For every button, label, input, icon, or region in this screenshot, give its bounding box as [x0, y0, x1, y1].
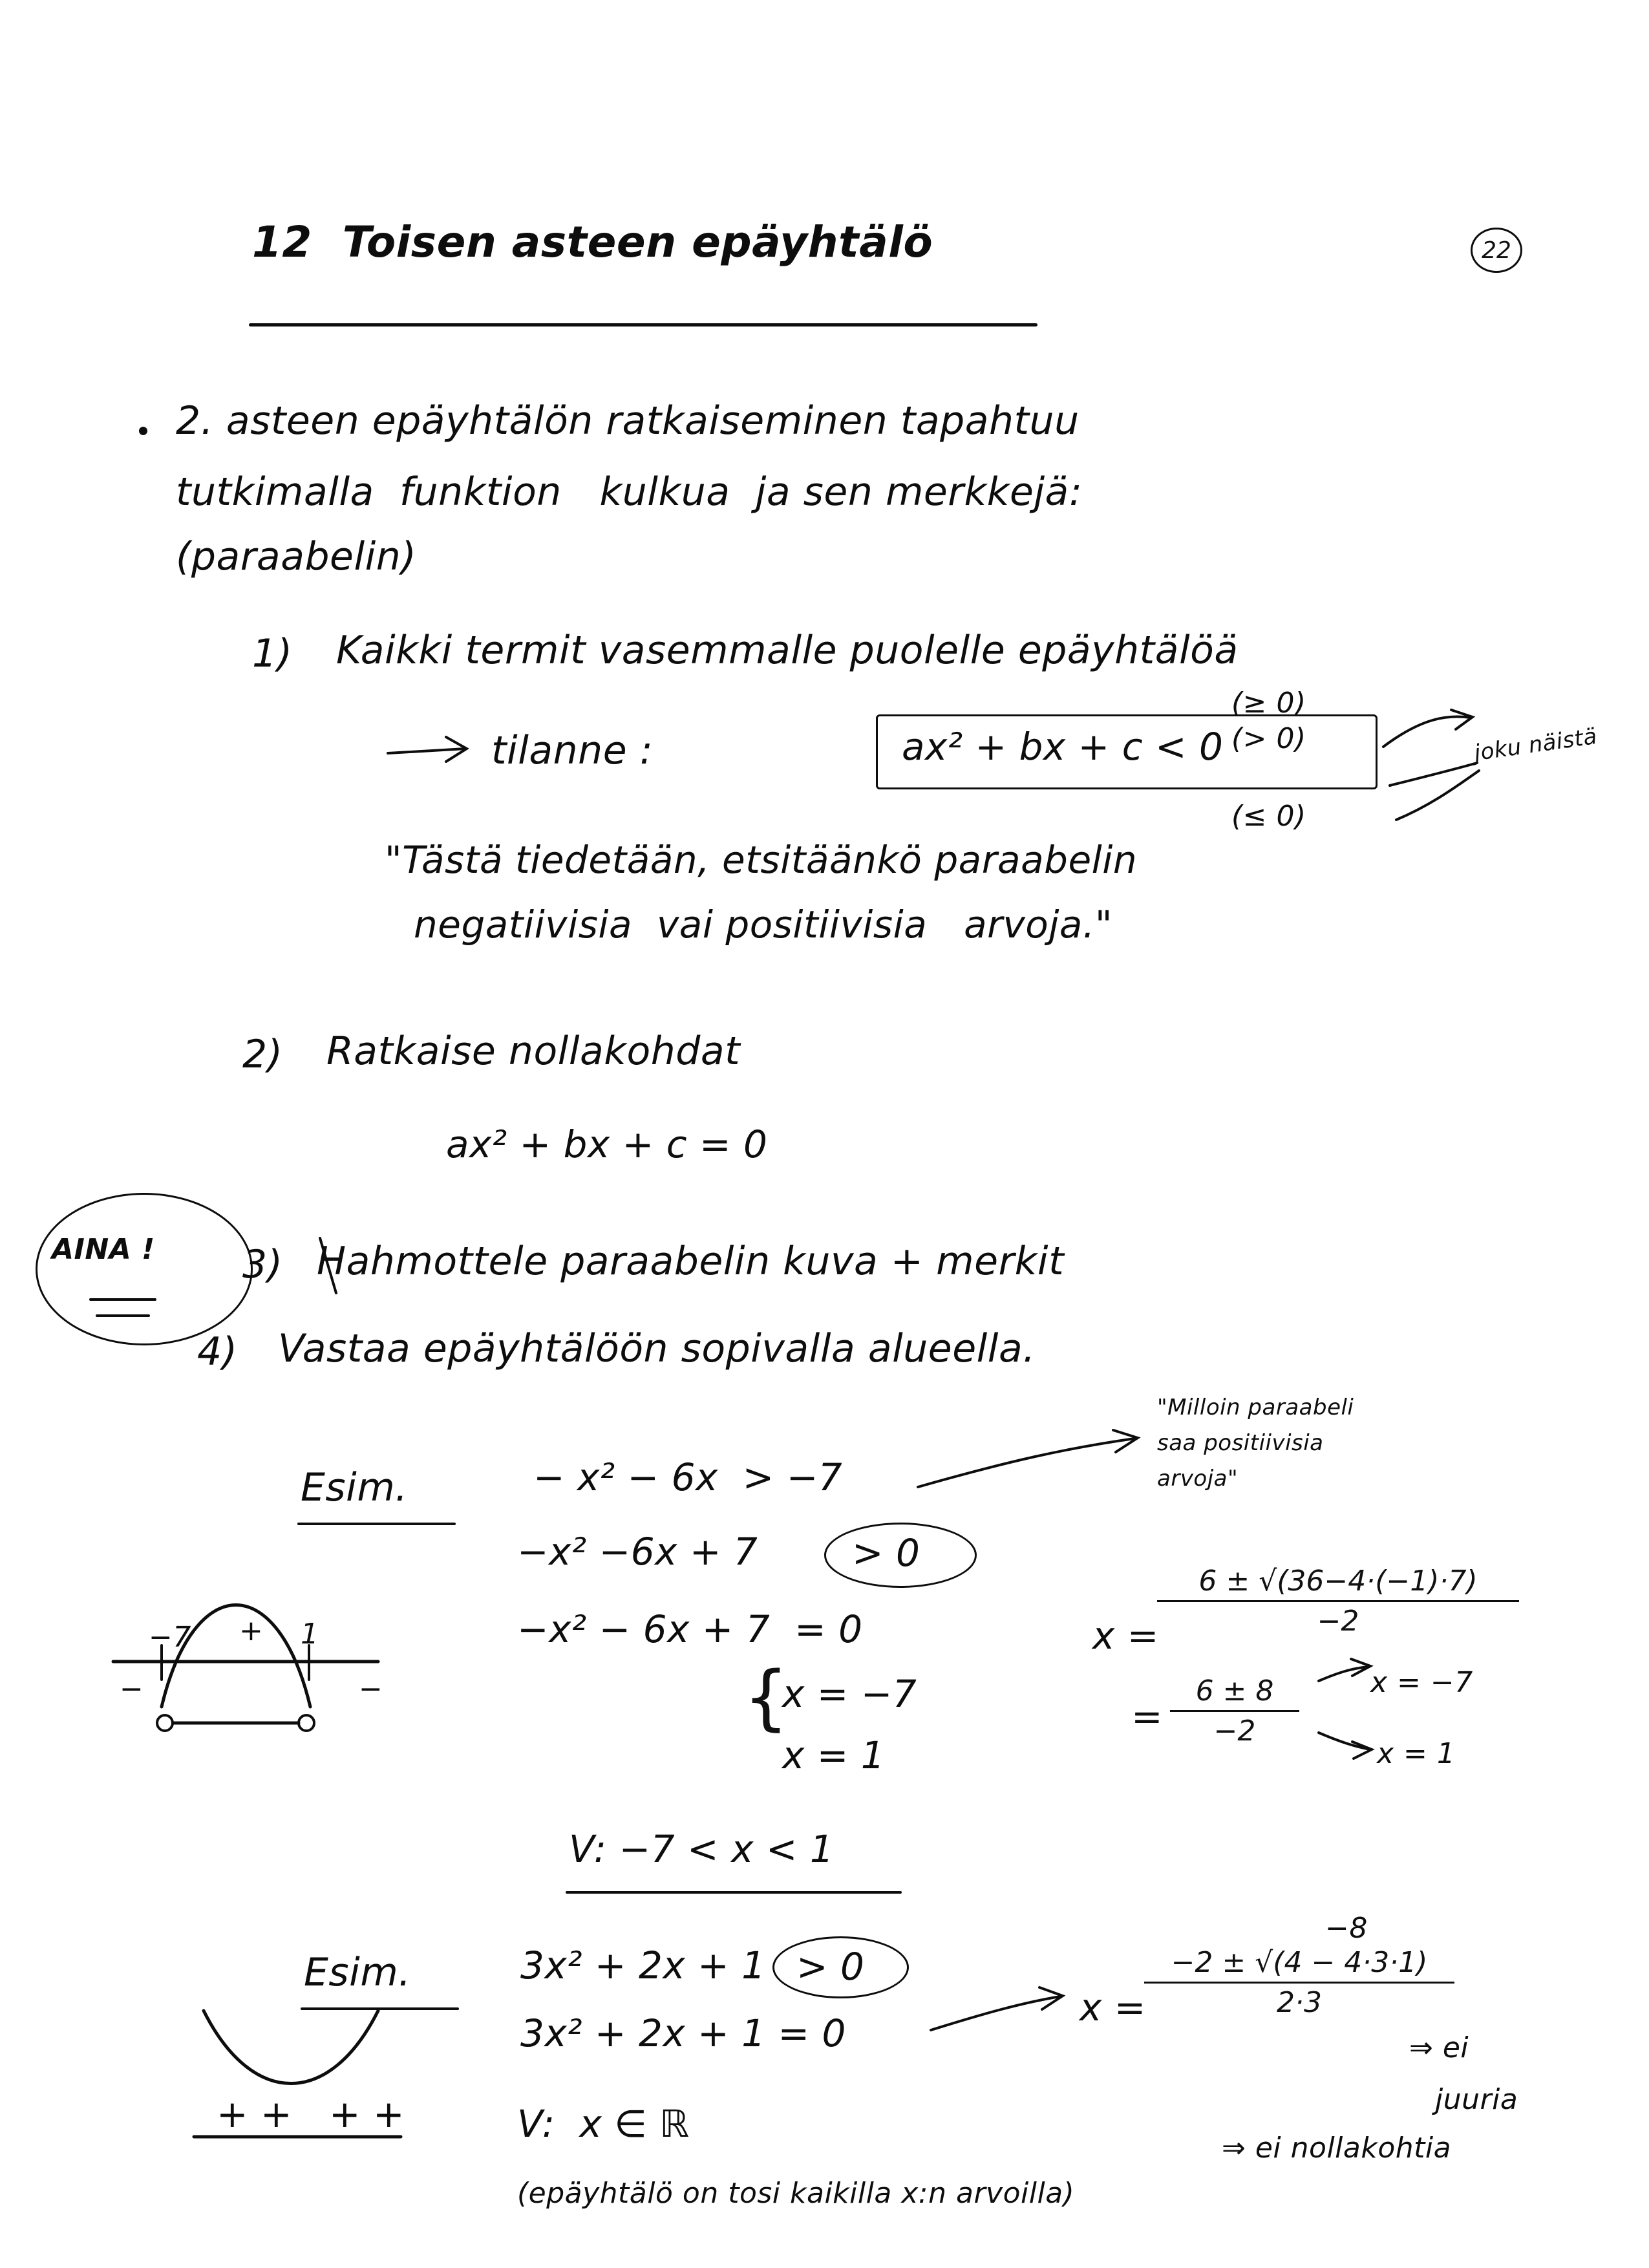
step-4-label: 4)	[197, 1329, 238, 1375]
step-3-text: Hahmottele paraabelin kuva + merkit	[317, 1239, 1065, 1284]
example-2-formula-bar	[1144, 1982, 1454, 1984]
aina-stamp-text: AINA !	[52, 1233, 155, 1266]
example1-result-arrow-1-head	[1351, 1659, 1370, 1676]
page-title: 12 Toisen asteen epäyhtälö	[252, 217, 933, 267]
example-1-formula-second-denominator: −2	[1213, 1715, 1256, 1748]
step-1-quote-line-1: "Tästä tiedetään, etsitäänkö paraabelin	[385, 838, 1138, 882]
example2-formula-arrow-head	[1039, 1987, 1063, 2009]
example-1-circled-text: > 0	[852, 1531, 920, 1575]
boxed-inequality-text: ax² + bx + c < 0	[902, 725, 1224, 769]
example-1-note-line-3: arvoja"	[1157, 1466, 1239, 1492]
example-2-conclusion-1: ⇒ ei	[1409, 2031, 1469, 2064]
inequality-variant-3: (≤ 0)	[1231, 800, 1306, 833]
example-1-line-2: −x² −6x + 7	[517, 1530, 758, 1574]
example-1-label: Esim.	[301, 1465, 408, 1510]
example-1-sketch-right-root: 1	[301, 1618, 319, 1651]
example-1-answer-underline	[566, 1891, 902, 1894]
page-number	[1471, 228, 1522, 273]
variants-side-note: joku näistä	[1473, 723, 1599, 767]
example-2-formula-numerator: −2 ± √(4 − 4·3·1)	[1171, 1946, 1428, 1979]
example-2-formula-denominator: 2·3	[1277, 1986, 1322, 2019]
example-2-sketch-signs: + + + +	[217, 2092, 405, 2136]
inequality-variant-2: (> 0)	[1231, 722, 1306, 755]
variant-arrow-1	[1383, 716, 1471, 747]
example-2-label: Esim.	[304, 1950, 411, 1995]
roots-brace-icon: {	[743, 1656, 789, 1738]
example-1-sketch-left-root: −7	[149, 1621, 191, 1654]
example-1-note-line-2: saa positiivisia	[1157, 1430, 1324, 1456]
example-1-sketch-right-sign: −	[359, 1673, 383, 1706]
step-3-label: 3)	[242, 1242, 283, 1287]
example-1-formula-fraction	[1157, 1565, 1519, 1638]
step-2-label: 2)	[242, 1032, 283, 1077]
example1-result-arrow-2-head	[1352, 1742, 1372, 1759]
example-1-formula-second-bar	[1170, 1710, 1299, 1712]
example2-formula-arrow	[931, 1996, 1060, 2030]
aina-stamp-circle	[36, 1193, 253, 1345]
example-1-formula-second-fraction	[1170, 1674, 1299, 1748]
inequality-variant-1: (≥ 0)	[1231, 687, 1306, 720]
variant-arrow-1-head	[1451, 710, 1473, 729]
intro-line-3: (paraabelin)	[176, 534, 417, 579]
example-1-result-1: x = −7	[1370, 1666, 1473, 1699]
example-1-formula-numerator: 6 ± √(36−4·(−1)·7)	[1198, 1565, 1478, 1598]
example-2-line-2: 3x² + 2x + 1 = 0	[520, 2011, 846, 2055]
step-4-text: Vastaa epäyhtälöön sopivalla alueella.	[278, 1326, 1036, 1371]
step-2-equation: ax² + bx + c = 0	[446, 1122, 768, 1166]
example-2-line-1: 3x² + 2x + 1	[520, 1943, 766, 1987]
example1-open-circle-left	[157, 1715, 173, 1731]
example-1-answer: V: −7 < x < 1	[569, 1827, 835, 1871]
variant-arrow-2	[1390, 763, 1477, 786]
example-1-root-1: x = −7	[782, 1672, 917, 1716]
example-2-conclusion-2: juuria	[1435, 2083, 1518, 2116]
example-1-formula-second-numerator: 6 ± 8	[1195, 1674, 1274, 1707]
example-1-root-2: x = 1	[782, 1733, 886, 1777]
example-2-circled-text: > 0	[796, 1945, 865, 1989]
example1-note-arrow	[918, 1439, 1134, 1487]
example-1-sketch-inside-sign: +	[239, 1614, 264, 1647]
example-1-result-2: x = 1	[1377, 1737, 1456, 1770]
step-2-text: Ratkaise nollakohdat	[326, 1029, 741, 1074]
example1-result-arrow-2	[1319, 1733, 1370, 1749]
example-2-parenthetical: (epäyhtälö on tosi kaikilla x:n arvoilla)	[517, 2177, 1075, 2210]
title-underline	[249, 323, 1037, 326]
example-1-label-underline	[297, 1523, 456, 1525]
intro-line-1: 2. asteen epäyhtälön ratkaiseminen tapahtuu	[176, 398, 1080, 444]
example-1-sketch-left-sign: −	[120, 1673, 144, 1706]
bullet-dot-icon	[139, 427, 147, 435]
example-1-formula-lead: x =	[1092, 1614, 1159, 1658]
example1-result-arrow-1	[1319, 1667, 1369, 1681]
step-1-arrow-text: tilanne :	[491, 728, 654, 773]
variant-arrow-3	[1396, 771, 1479, 820]
example1-open-circle-right	[299, 1715, 314, 1731]
step1-arrow-head	[446, 737, 467, 762]
example-1-formula-denominator: −2	[1317, 1605, 1359, 1638]
step-1-label: 1)	[252, 631, 293, 676]
example-2-answer: V: x ∈ ℝ	[517, 2102, 690, 2146]
example-1-line-1: − x² − 6x > −7	[533, 1455, 843, 1499]
step1-arrow-shaft	[388, 749, 465, 753]
example-1-line-3: −x² − 6x + 7 = 0	[517, 1607, 863, 1651]
step-1-text: Kaikki termit vasemmalle puolelle epäyhtälöä	[336, 628, 1239, 673]
example1-note-arrow-head	[1113, 1430, 1138, 1452]
example-1-formula-bar	[1157, 1600, 1519, 1602]
example-2-formula-fraction	[1144, 1946, 1454, 2019]
example-2-label-underline	[301, 2007, 459, 2010]
example-2-conclusion-3: ⇒ ei nollakohtia	[1222, 2132, 1452, 2165]
example-1-formula-second-lead: =	[1131, 1695, 1164, 1738]
step-1-quote-line-2: negatiivisia vai positiivisia arvoja."	[414, 903, 1113, 947]
page-number-text: 22	[1482, 237, 1511, 264]
example-2-formula-lead: x =	[1080, 1985, 1146, 2029]
example2-parabola	[204, 2011, 378, 2084]
example-2-discriminant-note: −8	[1325, 1912, 1368, 1945]
intro-line-2: tutkimalla funktion kulkua ja sen merkkejä:	[176, 469, 1083, 515]
example-1-note-line-1: "Milloin paraabeli	[1157, 1395, 1354, 1420]
